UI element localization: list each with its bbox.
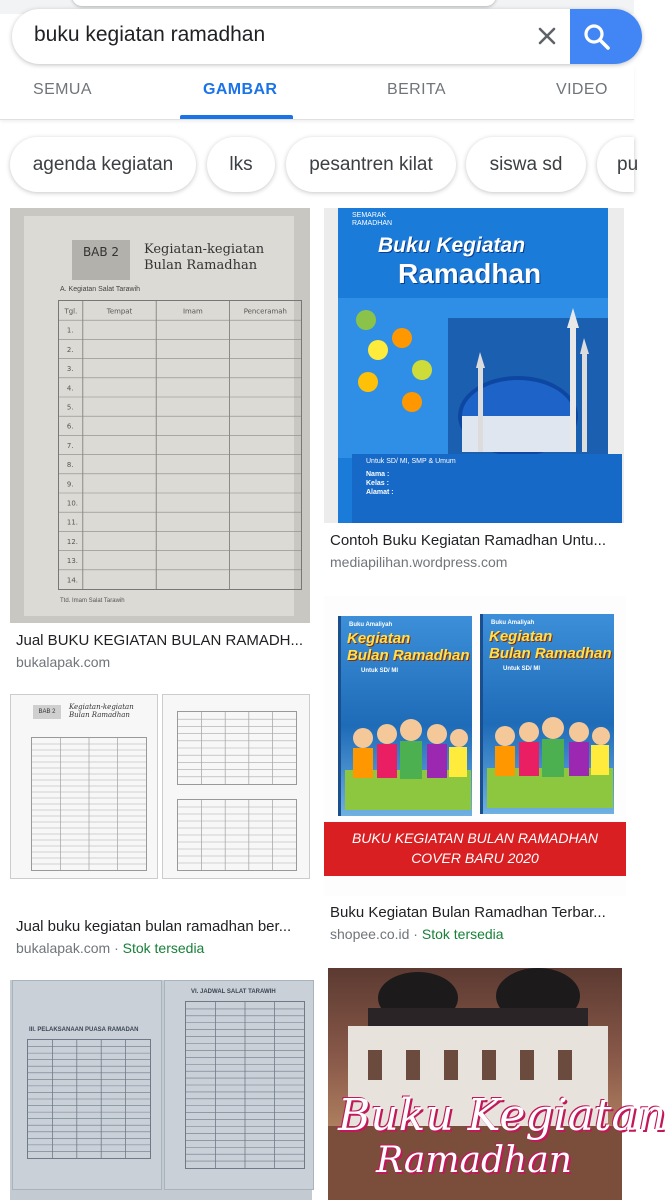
heading-line-2: Bulan Ramadhan [69, 711, 130, 719]
chapter-label: BAB 2 [72, 240, 130, 280]
table-column-header: Tempat [106, 307, 133, 316]
thumbnail-6[interactable] [328, 968, 666, 1200]
cover-publisher: Buku Amaliyah [349, 622, 393, 628]
book-page-left [12, 980, 162, 1190]
chip-lks[interactable]: lks [207, 137, 275, 192]
result-source [16, 654, 110, 670]
cover-title-line-1: Buku Kegiatan [378, 234, 526, 257]
book-page-right [164, 980, 314, 1190]
page-heading [69, 703, 134, 719]
image-result-5[interactable] [10, 980, 312, 1200]
table-row-number: 6. [66, 422, 74, 431]
stock-status: Stok tersedia [122, 940, 205, 956]
banner-line-1: BUKU KEGIATAN BULAN RAMADHAN [351, 830, 599, 846]
table-column-header: Tgl. [64, 307, 78, 316]
cover-audience: Untuk SD/ MI, SMP & Umum [366, 458, 456, 465]
kids-illustration [345, 700, 471, 810]
cover-title-line-2: Bulan Ramadhan [489, 645, 612, 662]
image-result-2[interactable] [324, 208, 634, 578]
heading-line-1: Kegiatan-kegiatan [144, 242, 265, 257]
cover-label [352, 212, 392, 228]
table-row-number: 4. [66, 384, 74, 393]
search-box[interactable] [12, 9, 642, 64]
cover-title-line-2: Bulan Ramadhan [347, 647, 470, 664]
activity-table [31, 737, 147, 871]
source-domain: bukalapak.com [16, 940, 111, 956]
thumbnail-5[interactable] [10, 980, 312, 1200]
chip-siswa-sd[interactable]: siswa sd [466, 137, 586, 192]
book-page-left [10, 694, 158, 879]
search-button[interactable] [570, 9, 642, 64]
image-result-3[interactable] [10, 694, 310, 964]
source-domain: mediapilihan.wordpress.com [330, 554, 508, 570]
cover-label-line-2: RAMADHAN [352, 220, 393, 227]
activity-table [58, 300, 302, 590]
table-column-header: Imam [182, 307, 203, 316]
image-result-4[interactable] [324, 596, 634, 946]
result-source [330, 554, 507, 570]
table-row-number: 9. [66, 480, 74, 489]
search-icon [582, 22, 612, 52]
result-title[interactable]: Jual buku kegiatan bulan ramadhan ber... [16, 918, 292, 935]
table-column-header: Penceramah [243, 307, 287, 316]
search-tabs [0, 66, 634, 120]
result-source [16, 940, 204, 956]
cover-title-line-2: Ramadhan [376, 1140, 572, 1181]
separator: · [413, 926, 418, 942]
page-heading: III. PELAKSANAAN PUASA RAMADAN [29, 1027, 139, 1033]
table-row-number: 7. [66, 441, 74, 450]
clear-button[interactable] [532, 21, 562, 51]
promo-banner [324, 822, 626, 876]
result-title[interactable]: Contoh Buku Kegiatan Ramadhan Untu... [330, 532, 607, 549]
table-row-number: 2. [66, 345, 74, 354]
thumbnail-2[interactable] [324, 208, 624, 523]
result-title[interactable]: Jual BUKU KEGIATAN BULAN RAMADH... [16, 632, 304, 649]
section-label: A. Kegiatan Salat Tarawih [60, 286, 141, 293]
table-row-number: 12. [66, 537, 78, 546]
search-input[interactable]: buku kegiatan ramadhan [34, 23, 266, 46]
banner-line-2: COVER BARU 2020 [411, 850, 539, 866]
cover-label-line-1: SEMARAK [352, 212, 387, 219]
cover-title-line-1: Kegiatan [347, 630, 411, 647]
form-field-kelas: Kelas : [366, 480, 389, 487]
cover-title-line-1: Buku Kegiatan [338, 1090, 666, 1141]
cover-illustration [338, 298, 608, 458]
table-row-number: 10. [66, 499, 78, 508]
table-row-number: 13. [66, 557, 78, 566]
source-domain: bukalapak.com [16, 654, 111, 670]
page-heading: VI. JADWAL SALAT TARAWIH [191, 989, 276, 995]
form-field-alamat: Alamat : [366, 489, 394, 496]
book-cover [338, 208, 608, 523]
table-row-number: 5. [66, 403, 74, 412]
activity-table [177, 799, 297, 871]
cover-title [347, 630, 470, 664]
image-result-1[interactable] [10, 208, 310, 678]
page-heading [144, 242, 264, 274]
cover-title-line-2: Ramadhan [398, 258, 542, 289]
heading-line-2: Bulan Ramadhan [144, 258, 258, 273]
table-row-number: 3. [66, 365, 74, 374]
cover-publisher: Buku Amaliyah [491, 620, 535, 626]
promo-banner-text [324, 828, 626, 868]
chip-agenda-kegiatan[interactable]: agenda kegiatan [10, 137, 196, 192]
thumbnail-4[interactable] [324, 596, 626, 896]
tab-gambar[interactable]: GAMBAR [203, 81, 278, 98]
tab-video[interactable]: VIDEO [556, 81, 608, 98]
cover-title-line-1: Kegiatan [489, 628, 553, 645]
book-page-right [162, 694, 310, 879]
tarawih-table [185, 1001, 305, 1169]
cover-form-fields [366, 470, 394, 497]
image-result-6[interactable] [328, 968, 666, 1200]
result-title[interactable]: Buku Kegiatan Bulan Ramadhan Terbar... [330, 904, 606, 921]
cover-audience: Untuk SD/ MI [503, 666, 540, 672]
activity-table [177, 711, 297, 785]
table-row-number: 1. [66, 326, 74, 335]
kids-illustration [487, 698, 613, 808]
signature-label: Ttd. Imam Salat Tarawih [60, 598, 125, 604]
result-source [330, 926, 504, 942]
tab-semua[interactable]: SEMUA [33, 81, 92, 98]
stock-status: Stok tersedia [421, 926, 504, 942]
form-field-nama: Nama : [366, 471, 390, 478]
tab-berita[interactable]: BERITA [387, 81, 447, 98]
cover-bottom-panel [352, 454, 622, 523]
heading-line-1: Kegiatan-kegiatan [69, 703, 134, 711]
chapter-label: BAB 2 [33, 705, 61, 719]
separator: · [114, 940, 119, 956]
source-domain: shopee.co.id [330, 926, 410, 942]
fasting-table [27, 1039, 151, 1159]
table-row-number: 11. [66, 518, 78, 527]
table-row-number: 14. [66, 576, 78, 585]
thumbnail-1[interactable] [10, 208, 310, 623]
active-tab-indicator [180, 115, 293, 119]
book-cover-left [338, 616, 472, 816]
close-icon [536, 25, 558, 47]
chip-pesantren-kilat[interactable]: pesantren kilat [286, 137, 456, 192]
previous-search-box-edge [72, 0, 496, 6]
thumbnail-3[interactable] [10, 694, 310, 884]
book-cover-right [480, 614, 614, 814]
cover-title [489, 628, 612, 662]
book-page [24, 216, 294, 616]
cover-audience: Untuk SD/ MI [361, 668, 398, 674]
table-row-number: 8. [66, 461, 74, 470]
chip-partial[interactable]: pu [597, 137, 634, 192]
